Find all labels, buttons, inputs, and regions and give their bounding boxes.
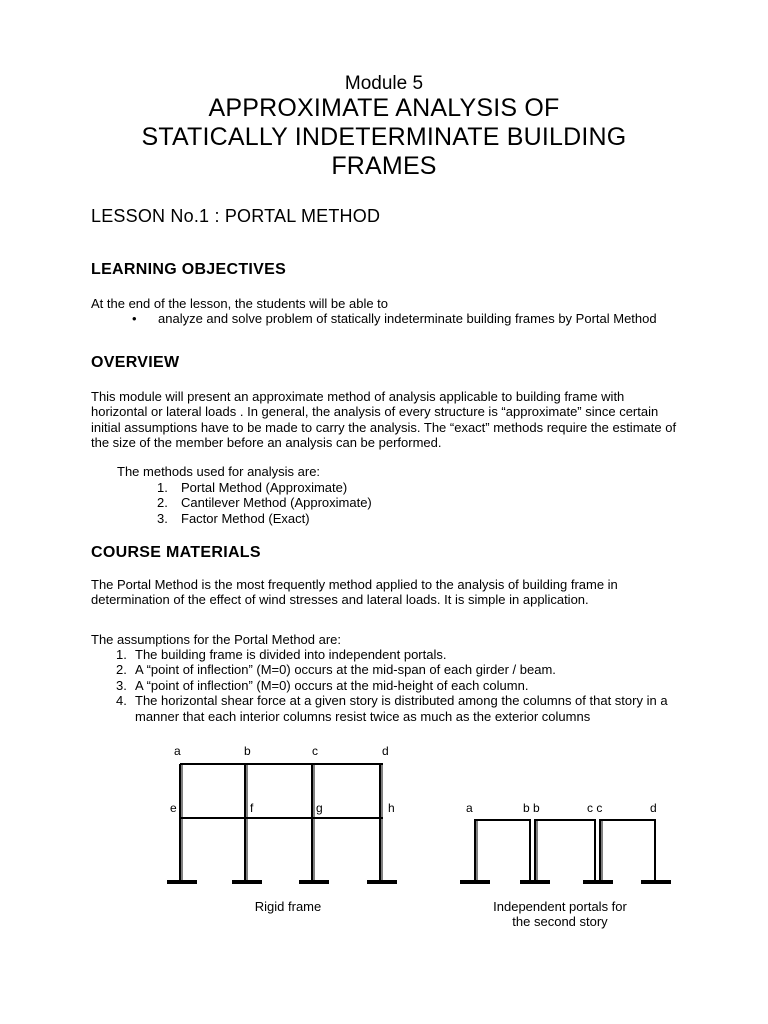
- methods-intro: The methods used for analysis are:: [117, 464, 321, 479]
- portal-1: [475, 820, 530, 882]
- lesson-title: LESSON No.1 : PORTAL METHOD: [91, 206, 381, 226]
- fixed-support: [641, 880, 671, 884]
- label-c: c: [312, 744, 318, 758]
- label-a: a: [174, 744, 181, 758]
- caption-independent-portals: [465, 899, 655, 930]
- portal-3: [600, 820, 655, 882]
- list-text: The horizontal shear force at a given story is distributed among the columns of that story in a manner that each interior columns resist twice as much as the exterior columns: [135, 693, 668, 724]
- label-d: d: [382, 744, 389, 758]
- list-number: 2.: [116, 662, 127, 678]
- fixed-support: [232, 880, 262, 884]
- label-g: g: [316, 801, 323, 815]
- list-text: Cantilever Method (Approximate): [181, 495, 372, 511]
- list-number: 3.: [116, 677, 127, 693]
- rigid-frame: [180, 764, 383, 882]
- fixed-support: [460, 880, 490, 884]
- portal-supports: [460, 880, 671, 884]
- overview-heading: OVERVIEW: [91, 354, 180, 371]
- fixed-support: [299, 880, 329, 884]
- label-b: b: [244, 744, 251, 758]
- module-label: Module 5: [344, 73, 424, 94]
- caption-line-1: Independent portals for: [493, 899, 627, 914]
- objectives-intro: At the end of the lesson, the students will be able to: [91, 296, 389, 311]
- portal-label-c: c c: [587, 801, 603, 815]
- rigid-supports: [167, 880, 397, 884]
- bullet-icon: •: [132, 311, 137, 326]
- portal-2: [535, 820, 595, 882]
- title-line-3: FRAMES: [331, 152, 437, 180]
- portal-label-a: a: [466, 801, 473, 815]
- list-number: 4.: [116, 693, 127, 709]
- list-text: Portal Method (Approximate): [181, 480, 348, 495]
- portal-label-b: b b: [523, 801, 540, 815]
- caption-rigid-frame: Rigid frame: [254, 899, 322, 914]
- label-f: f: [250, 801, 254, 815]
- list-number: 1.: [116, 647, 127, 662]
- fixed-support: [583, 880, 613, 884]
- label-e: e: [170, 801, 177, 815]
- objectives-heading: LEARNING OBJECTIVES: [91, 261, 287, 278]
- course-paragraph: The Portal Method is the most frequently method applied to the analysis of building frame in determination of the effect of wind stresses and lateral loads. It is simple in application.: [91, 577, 618, 608]
- list-number: 1.: [157, 480, 168, 495]
- list-text: Factor Method (Exact): [181, 510, 310, 526]
- assumptions-intro: The assumptions for the Portal Method are:: [91, 632, 342, 647]
- portal-label-d: d: [650, 801, 657, 815]
- independent-portals: [475, 820, 655, 882]
- label-h: h: [388, 801, 395, 815]
- objective-item: analyze and solve problem of statically indeterminate building frames by Portal Method: [158, 311, 657, 326]
- title-line-2: STATICALLY INDETERMINATE BUILDING: [141, 123, 627, 151]
- list-text: A “point of inflection” (M=0) occurs at the mid-span of each girder / beam.: [135, 662, 556, 678]
- fixed-support: [167, 880, 197, 884]
- list-text: A “point of inflection” (M=0) occurs at the mid-height of each column.: [135, 677, 529, 693]
- list-number: 2.: [157, 495, 168, 511]
- fixed-support: [520, 880, 550, 884]
- caption-line-2: the second story: [512, 914, 608, 930]
- list-text: The building frame is divided into independent portals.: [135, 647, 447, 662]
- list-number: 3.: [157, 510, 168, 526]
- course-heading: COURSE MATERIALS: [91, 544, 261, 561]
- fixed-support: [367, 880, 397, 884]
- overview-paragraph: This module will present an approximate method of analysis applicable to building frame with horizontal or lateral loads . In general, the analysis of every structure is “approximate” since certain initial assumptions have to be made to carry the analysis. The “exact” methods require the estimate of the size of the member before an analysis can be performed.: [91, 389, 677, 451]
- title-line-1: APPROXIMATE ANALYSIS OF: [208, 94, 560, 122]
